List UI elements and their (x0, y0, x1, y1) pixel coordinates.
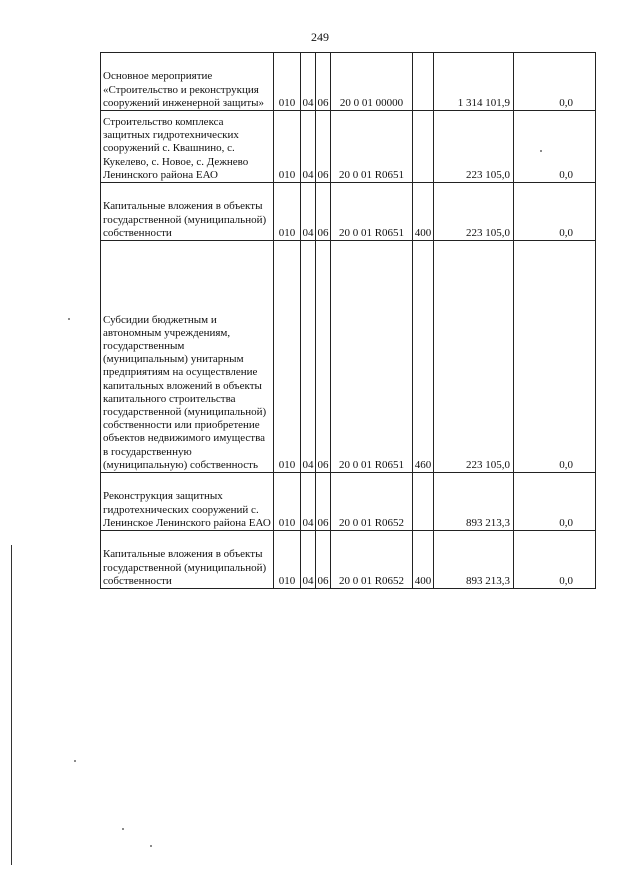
table-row (101, 183, 596, 241)
page-number: 249 (311, 30, 329, 44)
code-cell: 04 (301, 53, 316, 111)
row-name: Субсидии бюджетным и автономным учреждениям, государственным (муниципальным) унитарным предприятиям на осуществление капитальных вложений в объекты капитального строительства государственной (муниципальной) собственности или приобретение объектов недвижимого имущества в государственную (муниципальную) собственность (101, 241, 274, 473)
row-name: Реконструкция защитных гидротехнических сооружений с. Ленинское Ленинского района ЕАО (101, 473, 274, 531)
row-name: Основное мероприятие «Строительство и реконструкция сооружений инженерной защиты» (101, 53, 274, 111)
code-cell: 010 (274, 531, 301, 589)
table-row (101, 111, 596, 183)
row-name: Капитальные вложения в объекты государственной (муниципальной) собственности (101, 183, 274, 241)
code-cell: 010 (274, 473, 301, 531)
amount-cell: 893 213,3 (434, 473, 514, 531)
expense-type-cell: 400 (413, 183, 434, 241)
code-cell: 06 (316, 183, 331, 241)
table-row (101, 53, 596, 111)
amount-cell: 1 314 101,9 (434, 53, 514, 111)
code-cell: 010 (274, 241, 301, 473)
code-cell: 04 (301, 241, 316, 473)
value-cell: 0,0 (514, 111, 596, 183)
amount-cell: 223 105,0 (434, 183, 514, 241)
table-row (101, 531, 596, 589)
code-cell: 06 (316, 53, 331, 111)
expense-type-cell (413, 473, 434, 531)
expense-type-cell: 400 (413, 531, 434, 589)
budget-table (100, 52, 596, 589)
code-cell: 04 (301, 473, 316, 531)
table-row (101, 473, 596, 531)
amount-cell: 893 213,3 (434, 531, 514, 589)
value-cell: 0,0 (514, 53, 596, 111)
code-cell: 06 (316, 531, 331, 589)
amount-cell: 223 105,0 (434, 241, 514, 473)
target-code-cell: 20 0 01 R0651 (331, 111, 413, 183)
value-cell: 0,0 (514, 241, 596, 473)
table-row (101, 241, 596, 473)
scan-edge-line (11, 545, 12, 865)
row-name: Строительство комплекса защитных гидротехнических сооружений с. Квашнино, с. Кукелево, с. Новое, с. Дежнево Ленинского района ЕАО (101, 111, 274, 183)
code-cell: 04 (301, 531, 316, 589)
value-cell: 0,0 (514, 473, 596, 531)
target-code-cell: 20 0 01 00000 (331, 53, 413, 111)
scan-speck (68, 318, 70, 320)
target-code-cell: 20 0 01 R0651 (331, 241, 413, 473)
scan-speck (540, 150, 542, 152)
code-cell: 04 (301, 111, 316, 183)
target-code-cell: 20 0 01 R0652 (331, 531, 413, 589)
code-cell: 04 (301, 183, 316, 241)
value-cell: 0,0 (514, 531, 596, 589)
code-cell: 06 (316, 111, 331, 183)
expense-type-cell (413, 111, 434, 183)
expense-type-cell: 460 (413, 241, 434, 473)
scan-speck (74, 760, 76, 762)
amount-cell: 223 105,0 (434, 111, 514, 183)
expense-type-cell (413, 53, 434, 111)
scan-speck (122, 828, 124, 830)
target-code-cell: 20 0 01 R0652 (331, 473, 413, 531)
code-cell: 010 (274, 111, 301, 183)
code-cell: 06 (316, 473, 331, 531)
row-name: Капитальные вложения в объекты государственной (муниципальной) собственности (101, 531, 274, 589)
code-cell: 06 (316, 241, 331, 473)
code-cell: 010 (274, 183, 301, 241)
scan-speck (150, 845, 152, 847)
code-cell: 010 (274, 53, 301, 111)
value-cell: 0,0 (514, 183, 596, 241)
target-code-cell: 20 0 01 R0651 (331, 183, 413, 241)
